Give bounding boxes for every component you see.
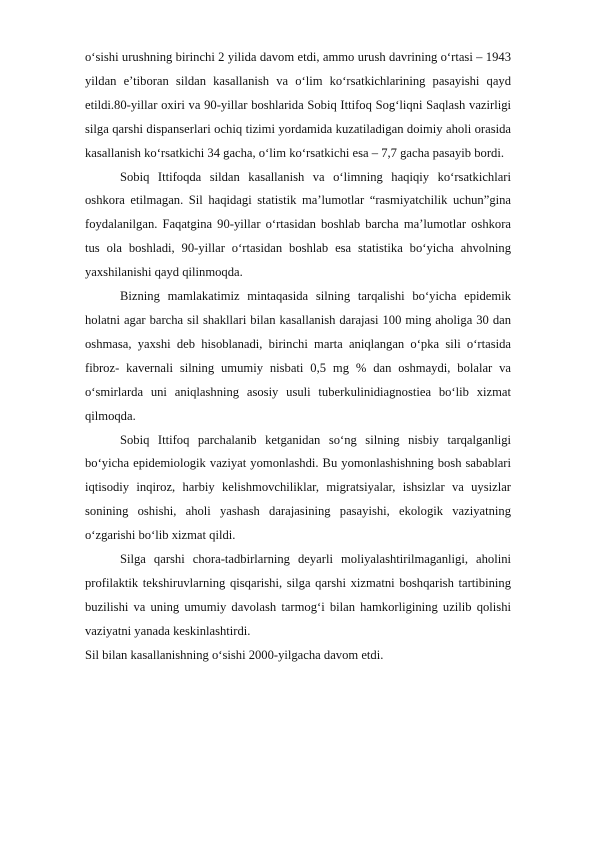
paragraph: Sobiq Ittifoq parchalanib ketganidan so‘ng silning nisbiy tarqalganligi bo‘yicha epidemiologik vaziyat yomonlashdi. Bu yomonlashishning bosh sabablari iqtisodiy inqiroz, harbiy kelishmovchiliklar, migratsiyalar, ishsizlar va uysizlar sonining oshishi, aholi yashash darajasining pasayishi, ekologik vaziyatning o‘zgarishi bo‘lib xizmat qildi. bbox=[85, 432, 511, 543]
document-page bbox=[85, 46, 511, 668]
paragraph: Bizning mamlakatimiz mintaqasida silning tarqalishi bo‘yicha epidemik holatni agar barcha sil shakllari bilan kasallanish darajasi 100 ming aholiga 30 dan oshmasa, yaxshi deb hisoblanadi, birinchi marta aniqlangan o‘pka sili o‘rtasida fibroz- kavernali silning umumiy nisbati 0,5 mg % dan oshmaydi, bolalar va o‘smirlarda uni aniqlashning asosiy usuli tuberkulinidiagnostiea bo‘lib xizmat qilmoqda. bbox=[85, 289, 511, 423]
paragraph: Silga qarshi chora-tadbirlarning deyarli moliyalashtirilmaganligi, aholini profilaktik tekshiruvlarning qisqarishi, silga qarshi xizmatni boshqarish tartibining buzilishi va uning umumiy davolash tarmog‘i bilan hamkorligining uzilib qolishi vaziyatni yanada keskinlashtirdi. bbox=[85, 552, 511, 638]
paragraph: Sil bilan kasallanishning o‘sishi 2000-yilgacha davom etdi. bbox=[85, 647, 384, 662]
paragraph: o‘sishi urushning birinchi 2 yilida davom etdi, ammo urush davrining o‘rtasi – 1943 yildan e’tiboran sildan kasallanish va o‘lim ko‘rsatkichlarining pasayishi qayd etildi.80-yillar oxiri va 90-yillar boshlarida Sobiq Ittifoq Sog‘liqni Saqlash vazirligi silga qarshi dispanserlari ochiq tizimi yordamida kuzatiladigan doimiy aholi orasida kasallanish ko‘rsatkichi 34 gacha, o‘lim ko‘rsatkichi esa – 7,7 gacha pasayib bordi. bbox=[85, 50, 511, 160]
paragraph: Sobiq Ittifoqda sildan kasallanish va o‘limning haqiqiy ko‘rsatkichlari oshkora etilmagan. Sil haqidagi statistik ma’lumotlar “rasmiyatchilik uchun”gina foydalanilgan. Faqatgina 90-yillar o‘rtasidan boshlab barcha ma’lumotlar oshkora tus ola boshladi, 90-yillar o‘rtasidan boshlab esa statistika bo‘yicha ahvolning yaxshilanishi qayd qilinmoqda. bbox=[85, 169, 511, 280]
